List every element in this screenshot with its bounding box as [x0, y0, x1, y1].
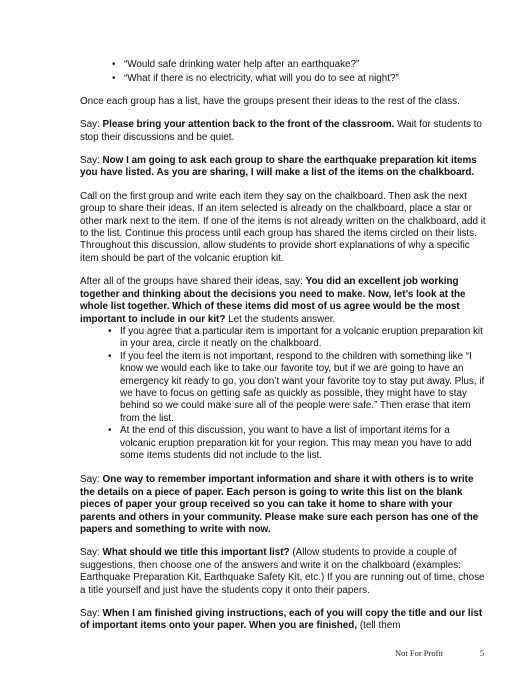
paragraph-call-on-groups: Call on the first group and write each item they say on the chalkboard. Then ask the next group to share their ideas. If an item selected is already on the chalkboard, place a star or other mark next to the item. If one of the items is not already written on the chalkboard, add it to the list. Continue this process until each group has shared the items circled on their lists. Throughout this discussion, allow students to provide short explanations of why a specific item should be part of the volcanic eruption kit.	[80, 190, 486, 264]
list-item: • If you agree that a particular item is important for a volcanic eruption preparation kit in your area, circle it neatly on the chalkboard.	[80, 326, 488, 351]
say-label: Say:	[80, 547, 103, 559]
list-item: • “What if there is no electricity, what will you do to see at night?”	[80, 73, 488, 85]
instruction-text: After all of the groups have shared their ideas, say:	[80, 276, 306, 288]
say-text: When I am finished giving instructions, each of you will copy the title and our list of important items onto your paper. When you are finished,	[80, 608, 483, 632]
say-label: Say:	[80, 474, 103, 486]
list-item: • At the end of this discussion, you want to have a list of important items for a volcanic eruption preparation kit for your region. This may mean you have to add some items students did not include to the list.	[80, 425, 488, 462]
paragraph-say-write-list	[80, 474, 488, 536]
paragraph-present-ideas: Once each group has a list, have the groups present their ideas to the rest of the class.	[80, 95, 460, 107]
paragraph-after-sharing	[80, 276, 488, 326]
paragraph-say-title	[80, 547, 488, 597]
discussion-bullet-list	[80, 326, 488, 462]
paragraph-say-share	[80, 155, 488, 180]
say-label: Say:	[80, 119, 103, 131]
say-text: One way to remember important information and share it with others is to write the details on a piece of paper. Each person is going to write this list on the blank pieces of paper your group received so you can take it home to share with your parents and others in your community. Please make sure each person has one of the papers and something to write with now.	[80, 474, 479, 535]
paragraph-say-copy	[80, 608, 488, 633]
footer-label: Not For Profit	[395, 648, 444, 658]
page-content	[80, 59, 488, 644]
say-label: Say:	[80, 608, 103, 620]
say-label: Say:	[80, 155, 103, 167]
list-item: • If you feel the item is not important, respond to the children with something like “I know we would each like to take our favorite toy, but if we are going to have an emergency kit ready to go, you don’t want your favorite toy to stay put away. Plus, if we have to focus on getting safe as quickly as possible, they might have to stay behind so we could make sure all of the people were safe.” Then erase that item from the list.	[80, 351, 488, 425]
say-text: What should we title this important list?	[102, 547, 290, 559]
instruction-text: Wait for students to stop their discussions and be quiet.	[80, 119, 482, 143]
instruction-text: (Allow students to provide a couple of suggestions, then choose one of the answers and write it on the chalkboard (examples: Earthquake Preparation Kit, Earthquake Safety Kit, etc.) If you are running out of time, chose a title yourself and just have the students copy it onto their papers.	[80, 547, 485, 596]
paragraph-say-attention	[80, 119, 488, 144]
say-text: Please bring your attention back to the front of the classroom.	[102, 119, 395, 131]
say-text: You did an excellent job working together and thinking about the decisions you need to make. Now, let’s look at the whole list together. Which of these items did most of us agree would be the most important to include in our kit?	[80, 276, 466, 325]
page-number: 5	[480, 648, 485, 658]
say-text: Now I am going to ask each group to share the earthquake preparation kit items you have listed. As you are sharing, I will make a list of the items on the chalkboard.	[80, 155, 477, 179]
list-item: • “Would safe drinking water help after an earthquake?”	[80, 59, 488, 71]
instruction-text: Let the students answer.	[225, 313, 336, 325]
instruction-text: (tell them	[357, 620, 401, 632]
question-bullet-list	[80, 59, 488, 86]
